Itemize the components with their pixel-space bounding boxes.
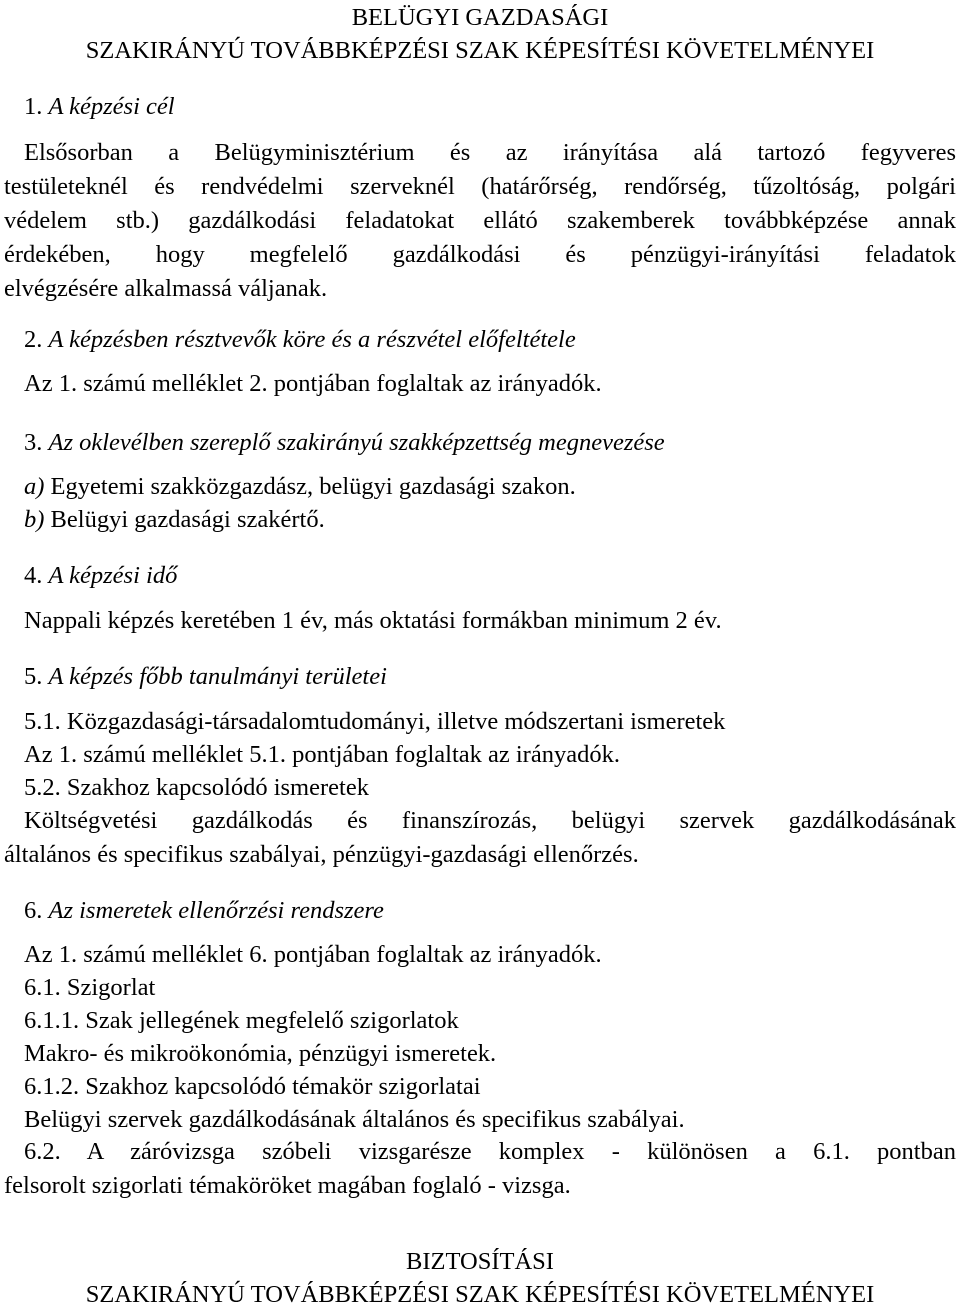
section-1-heading — [24, 92, 175, 122]
section-5-number: 5. — [24, 663, 43, 690]
section-6-line: 6.1.2. Szakhoz kapcsolódó témakör szigorlatai — [24, 1073, 481, 1100]
section-6-line: Az 1. számú melléklet 6. pontjában foglaltak az irányadók. — [24, 941, 602, 968]
doc-title-line1: BELÜGYI GAZDASÁGI — [351, 4, 609, 31]
section-5-para-line: általános és specifikus szabályai, pénzügyi-gazdasági ellenőrzés. — [4, 841, 639, 868]
section-4-title: A képzési idő — [48, 562, 178, 589]
section-1-line: elvégzésére alkalmassá váljanak. — [4, 275, 328, 302]
section-2-number: 2. — [24, 326, 43, 353]
section-6-line: 6.1.1. Szak jellegének megfelelő szigorlatok — [24, 1007, 459, 1034]
section-5-line: Az 1. számú melléklet 5.1. pontjában foglaltak az irányadók. — [24, 741, 620, 768]
section-2-heading — [24, 325, 576, 355]
next-title-line1: BIZTOSÍTÁSI — [406, 1248, 554, 1275]
section-5-line: 5.2. Szakhoz kapcsolódó ismeretek — [24, 774, 369, 801]
section-2-text: Az 1. számú melléklet 2. pontjában foglaltak az irányadók. — [24, 370, 602, 397]
section-6-title: Az ismeretek ellenőrzési rendszere — [48, 897, 384, 924]
section-5-paragraph — [4, 804, 956, 872]
section-3-item-a — [24, 472, 576, 502]
doc-title-line2: SZAKIRÁNYÚ TOVÁBBKÉPZÉSI SZAK KÉPESÍTÉSI KÖVETELMÉNYEI — [85, 37, 875, 64]
item-text: Belügyi gazdasági szakértő. — [50, 506, 325, 533]
section-3-title: Az oklevélben szereplő szakirányú szakképzettség megnevezése — [48, 429, 665, 456]
section-4-number: 4. — [24, 562, 43, 589]
section-2-title: A képzésben résztvevők köre és a részvétel előfeltétele — [48, 326, 576, 353]
item-label: a) — [24, 473, 45, 500]
section-6-line: Makro- és mikroökonómia, pénzügyi ismeretek. — [24, 1040, 497, 1067]
next-title-line2: SZAKIRÁNYÚ TOVÁBBKÉPZÉSI SZAK KÉPESÍTÉSI KÖVETELMÉNYEI — [85, 1281, 875, 1308]
section-6-paragraph — [4, 1135, 956, 1203]
section-6-line: Belügyi szervek gazdálkodásának általános és specifikus szabályai. — [24, 1106, 685, 1133]
section-5-para-line: Költségvetési gazdálkodás és finanszírozás, belügyi szervek gazdálkodásának — [24, 807, 956, 834]
item-label: b) — [24, 506, 45, 533]
section-5-heading — [24, 662, 387, 692]
section-4-text: Nappali képzés keretében 1 év, más oktatási formákban minimum 2 év. — [24, 607, 722, 634]
section-6-heading — [24, 896, 384, 926]
section-5-line: 5.1. Közgazdasági-társadalomtudományi, illetve módszertani ismeretek — [24, 708, 726, 735]
section-6-line: 6.1. Szigorlat — [24, 974, 156, 1001]
section-6-para-line: felsorolt szigorlati témaköröket magában foglaló - vizsga. — [4, 1172, 571, 1199]
section-3-heading — [24, 428, 665, 458]
section-1-number: 1. — [24, 93, 43, 120]
section-1-line: védelem stb.) gazdálkodási feladatokat ellátó szakemberek továbbképzése annak — [4, 207, 956, 234]
section-1-line: Elsősorban a Belügyminisztérium és az irányítása alá tartozó fegyveres — [24, 139, 956, 166]
section-4-heading — [24, 561, 177, 591]
item-text: Egyetemi szakközgazdász, belügyi gazdasági szakon. — [50, 473, 576, 500]
section-1-line: testületeknél és rendvédelmi szerveknél (határőrség, rendőrség, tűzoltóság, polgári — [4, 173, 956, 200]
section-1-line: érdekében, hogy megfelelő gazdálkodási és pénzügyi-irányítási feladatok — [4, 241, 956, 268]
section-1-title: A képzési cél — [48, 93, 175, 120]
section-6-number: 6. — [24, 897, 43, 924]
section-3-item-b — [24, 505, 325, 535]
section-6-para-line: 6.2. A záróvizsga szóbeli vizsgarésze komplex - különösen a 6.1. pontban — [24, 1138, 956, 1165]
section-3-number: 3. — [24, 429, 43, 456]
section-1-paragraph — [4, 136, 956, 306]
section-5-title: A képzés főbb tanulmányi területei — [48, 663, 387, 690]
